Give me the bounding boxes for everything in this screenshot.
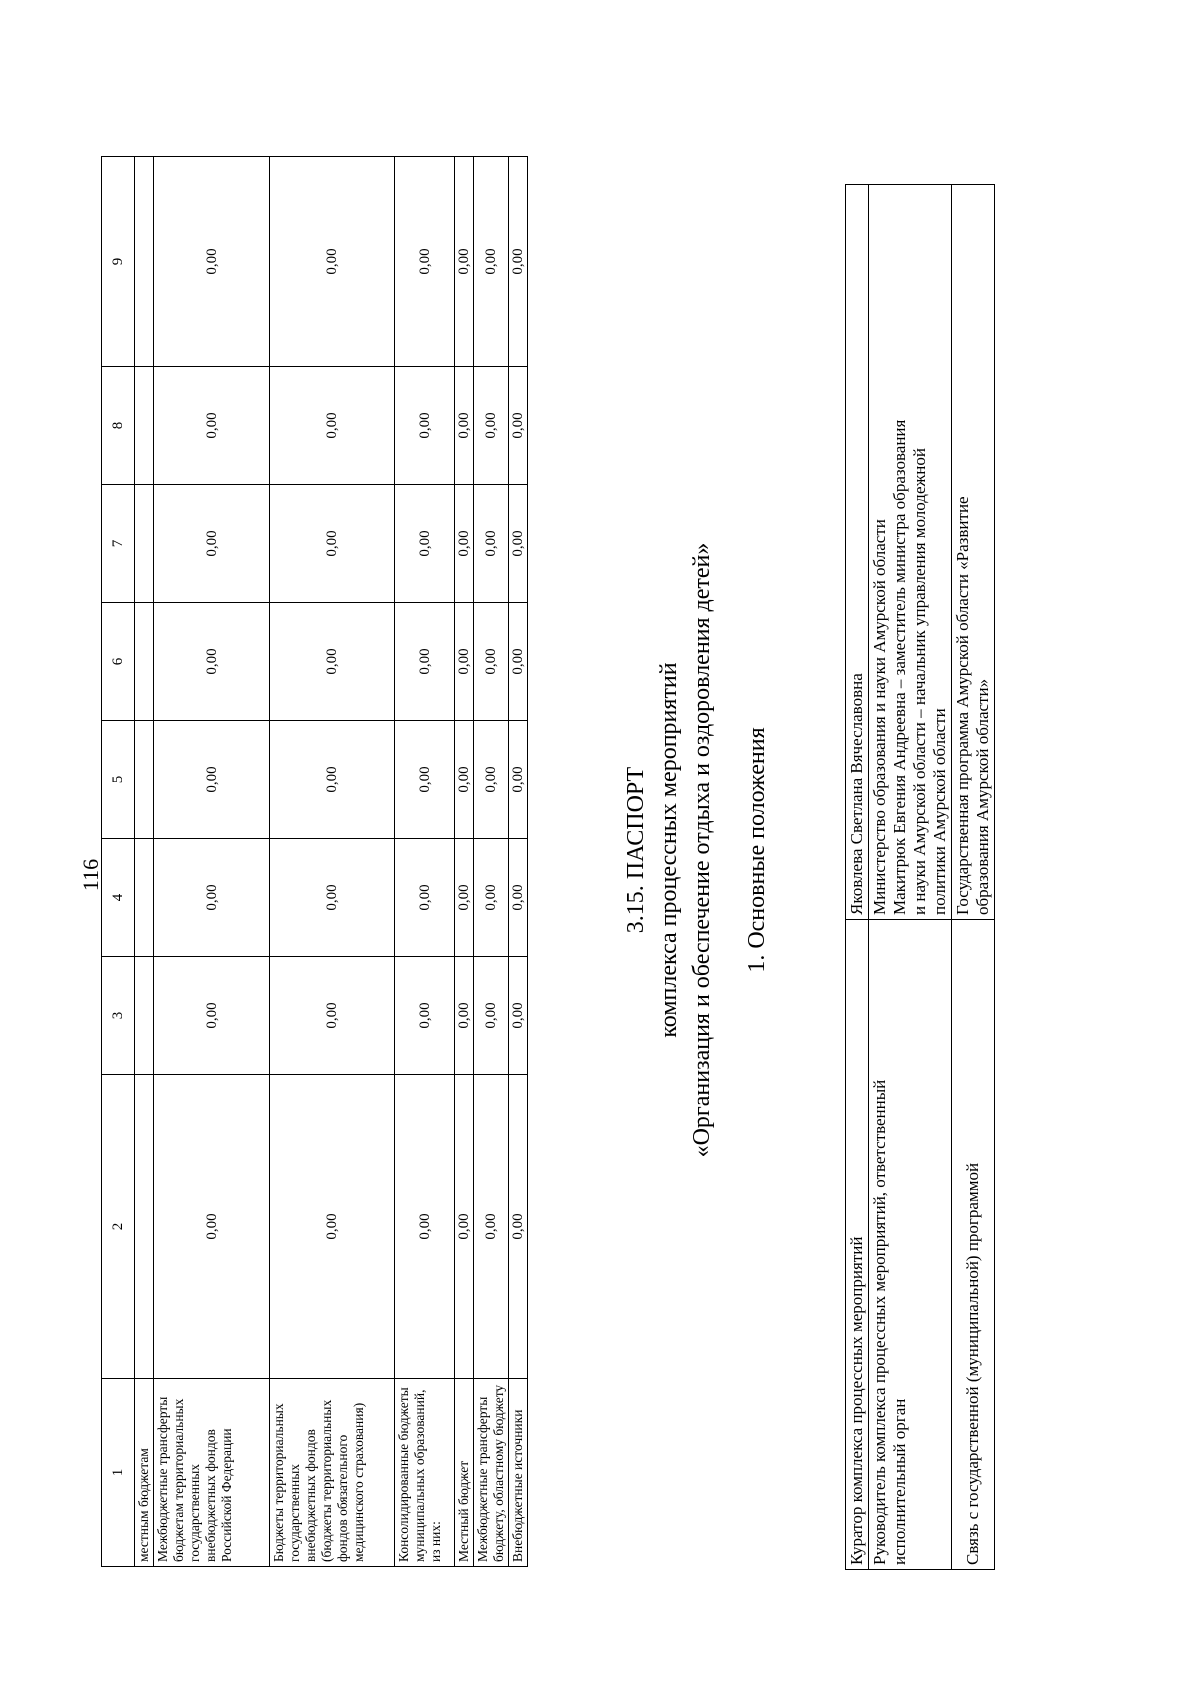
cell-value: 0,00 [474, 721, 509, 839]
passport-title [620, 300, 774, 1400]
table-row [395, 157, 455, 1567]
cell-value: 0,00 [270, 603, 395, 721]
cell-value: 0,00 [154, 485, 270, 603]
cell-value: 0,00 [474, 957, 509, 1075]
cell-value: 0,00 [395, 721, 455, 839]
cell-value: 0,00 [270, 485, 395, 603]
cell-value: 0,00 [154, 721, 270, 839]
cell-value: 0,00 [455, 1075, 474, 1379]
row-label: Консолидированные бюджеты муниципальных образований, из них: [395, 1379, 455, 1567]
basics-value: Яковлева Светлана Вячеславовна [846, 185, 869, 920]
cell-value: 0,00 [474, 839, 509, 957]
col-header: 8 [102, 367, 135, 485]
row-label: Бюджеты территориальных государственных внебюджетных фондов (бюджеты территориальных фондов обязательного медицинского страхования) [270, 1379, 395, 1567]
cell-value: 0,00 [154, 957, 270, 1075]
col-header: 5 [102, 721, 135, 839]
cell-value: 0,00 [395, 839, 455, 957]
row-label: Внебюджетные источники [509, 1379, 528, 1567]
row-label: местным бюджетам [135, 1379, 154, 1567]
passport-name: «Организация и обеспечение отдыха и оздоровления детей» [689, 542, 715, 1158]
cell-value: 0,00 [154, 1075, 270, 1379]
cell-value: 0,00 [509, 157, 528, 367]
basics-label: Куратор комплекса процессных мероприятий [846, 920, 869, 1570]
page-number: 116 [78, 858, 103, 892]
cell-value: 0,00 [455, 485, 474, 603]
table-row [509, 157, 528, 1567]
table-row [455, 157, 474, 1567]
row-label: Межбюджетные трансферты бюджетам территориальных государственных внебюджетных фондов Российской Федерации [154, 1379, 270, 1567]
cell-value: 0,00 [509, 957, 528, 1075]
basics-label: Руководитель комплекса процессных мероприятий, ответственный исполнительный орган [869, 920, 952, 1570]
cell-value: 0,00 [270, 157, 395, 367]
col-header: 9 [102, 157, 135, 367]
cell-value: 0,00 [154, 603, 270, 721]
financing-table [101, 156, 528, 1567]
section-heading: 1. Основные положения [744, 727, 770, 973]
table-row [846, 185, 869, 1570]
cell-value: 0,00 [474, 367, 509, 485]
cell-value: 0,00 [154, 367, 270, 485]
cell-value: 0,00 [270, 839, 395, 957]
table-row [869, 185, 952, 1570]
cell-value: 0,00 [509, 1075, 528, 1379]
basics-label: Связь с государственной (муниципальной) программой [952, 920, 995, 1570]
financing-table-header [102, 157, 135, 1567]
cell-value: 0,00 [270, 957, 395, 1075]
cell-value: 0,00 [395, 957, 455, 1075]
basics-table [845, 184, 995, 1570]
col-header: 4 [102, 839, 135, 957]
col-header: 1 [102, 1379, 135, 1567]
cell-value: 0,00 [509, 839, 528, 957]
cell-value: 0,00 [474, 1075, 509, 1379]
cell-value: 0,00 [455, 957, 474, 1075]
passport-heading: 3.15. ПАСПОРТ [623, 766, 649, 934]
basics-value: Государственная программа Амурской области «Развитие образования Амурской области» [952, 185, 995, 920]
cell-value: 0,00 [474, 485, 509, 603]
cell-value: 0,00 [395, 157, 455, 367]
cell-value: 0,00 [474, 157, 509, 367]
table-row [952, 185, 995, 1570]
cell-value: 0,00 [455, 839, 474, 957]
cell-value: 0,00 [455, 157, 474, 367]
cell-value: 0,00 [474, 603, 509, 721]
cell-value: 0,00 [270, 1075, 395, 1379]
cell-value: 0,00 [270, 367, 395, 485]
col-header: 3 [102, 957, 135, 1075]
cell-value: 0,00 [395, 485, 455, 603]
passport-subtitle: комплекса процессных мероприятий [656, 662, 682, 1038]
cell-value: 0,00 [395, 1075, 455, 1379]
cell-value: 0,00 [455, 603, 474, 721]
cell-value: 0,00 [270, 721, 395, 839]
row-label: Межбюджетные трансферты бюджету, областному бюджету [474, 1379, 509, 1567]
cell-value: 0,00 [154, 839, 270, 957]
cell-value: 0,00 [509, 367, 528, 485]
cell-value: 0,00 [509, 603, 528, 721]
cell-value: 0,00 [455, 721, 474, 839]
cell-value: 0,00 [509, 721, 528, 839]
cell-value: 0,00 [395, 367, 455, 485]
row-label: Местный бюджет [455, 1379, 474, 1567]
table-row [135, 157, 154, 1567]
basics-value: Министерство образования и науки Амурской области Макитрюк Евгения Андреевна – заместитель министра образования и науки Амурской области – начальник управления молодежной политики Амурской области [869, 185, 952, 920]
table-row [154, 157, 270, 1567]
table-row [270, 157, 395, 1567]
cell-value: 0,00 [455, 367, 474, 485]
cell-value: 0,00 [154, 157, 270, 367]
col-header: 7 [102, 485, 135, 603]
cell-value: 0,00 [509, 485, 528, 603]
col-header: 6 [102, 603, 135, 721]
cell-value: 0,00 [395, 603, 455, 721]
table-row [474, 157, 509, 1567]
col-header: 2 [102, 1075, 135, 1379]
